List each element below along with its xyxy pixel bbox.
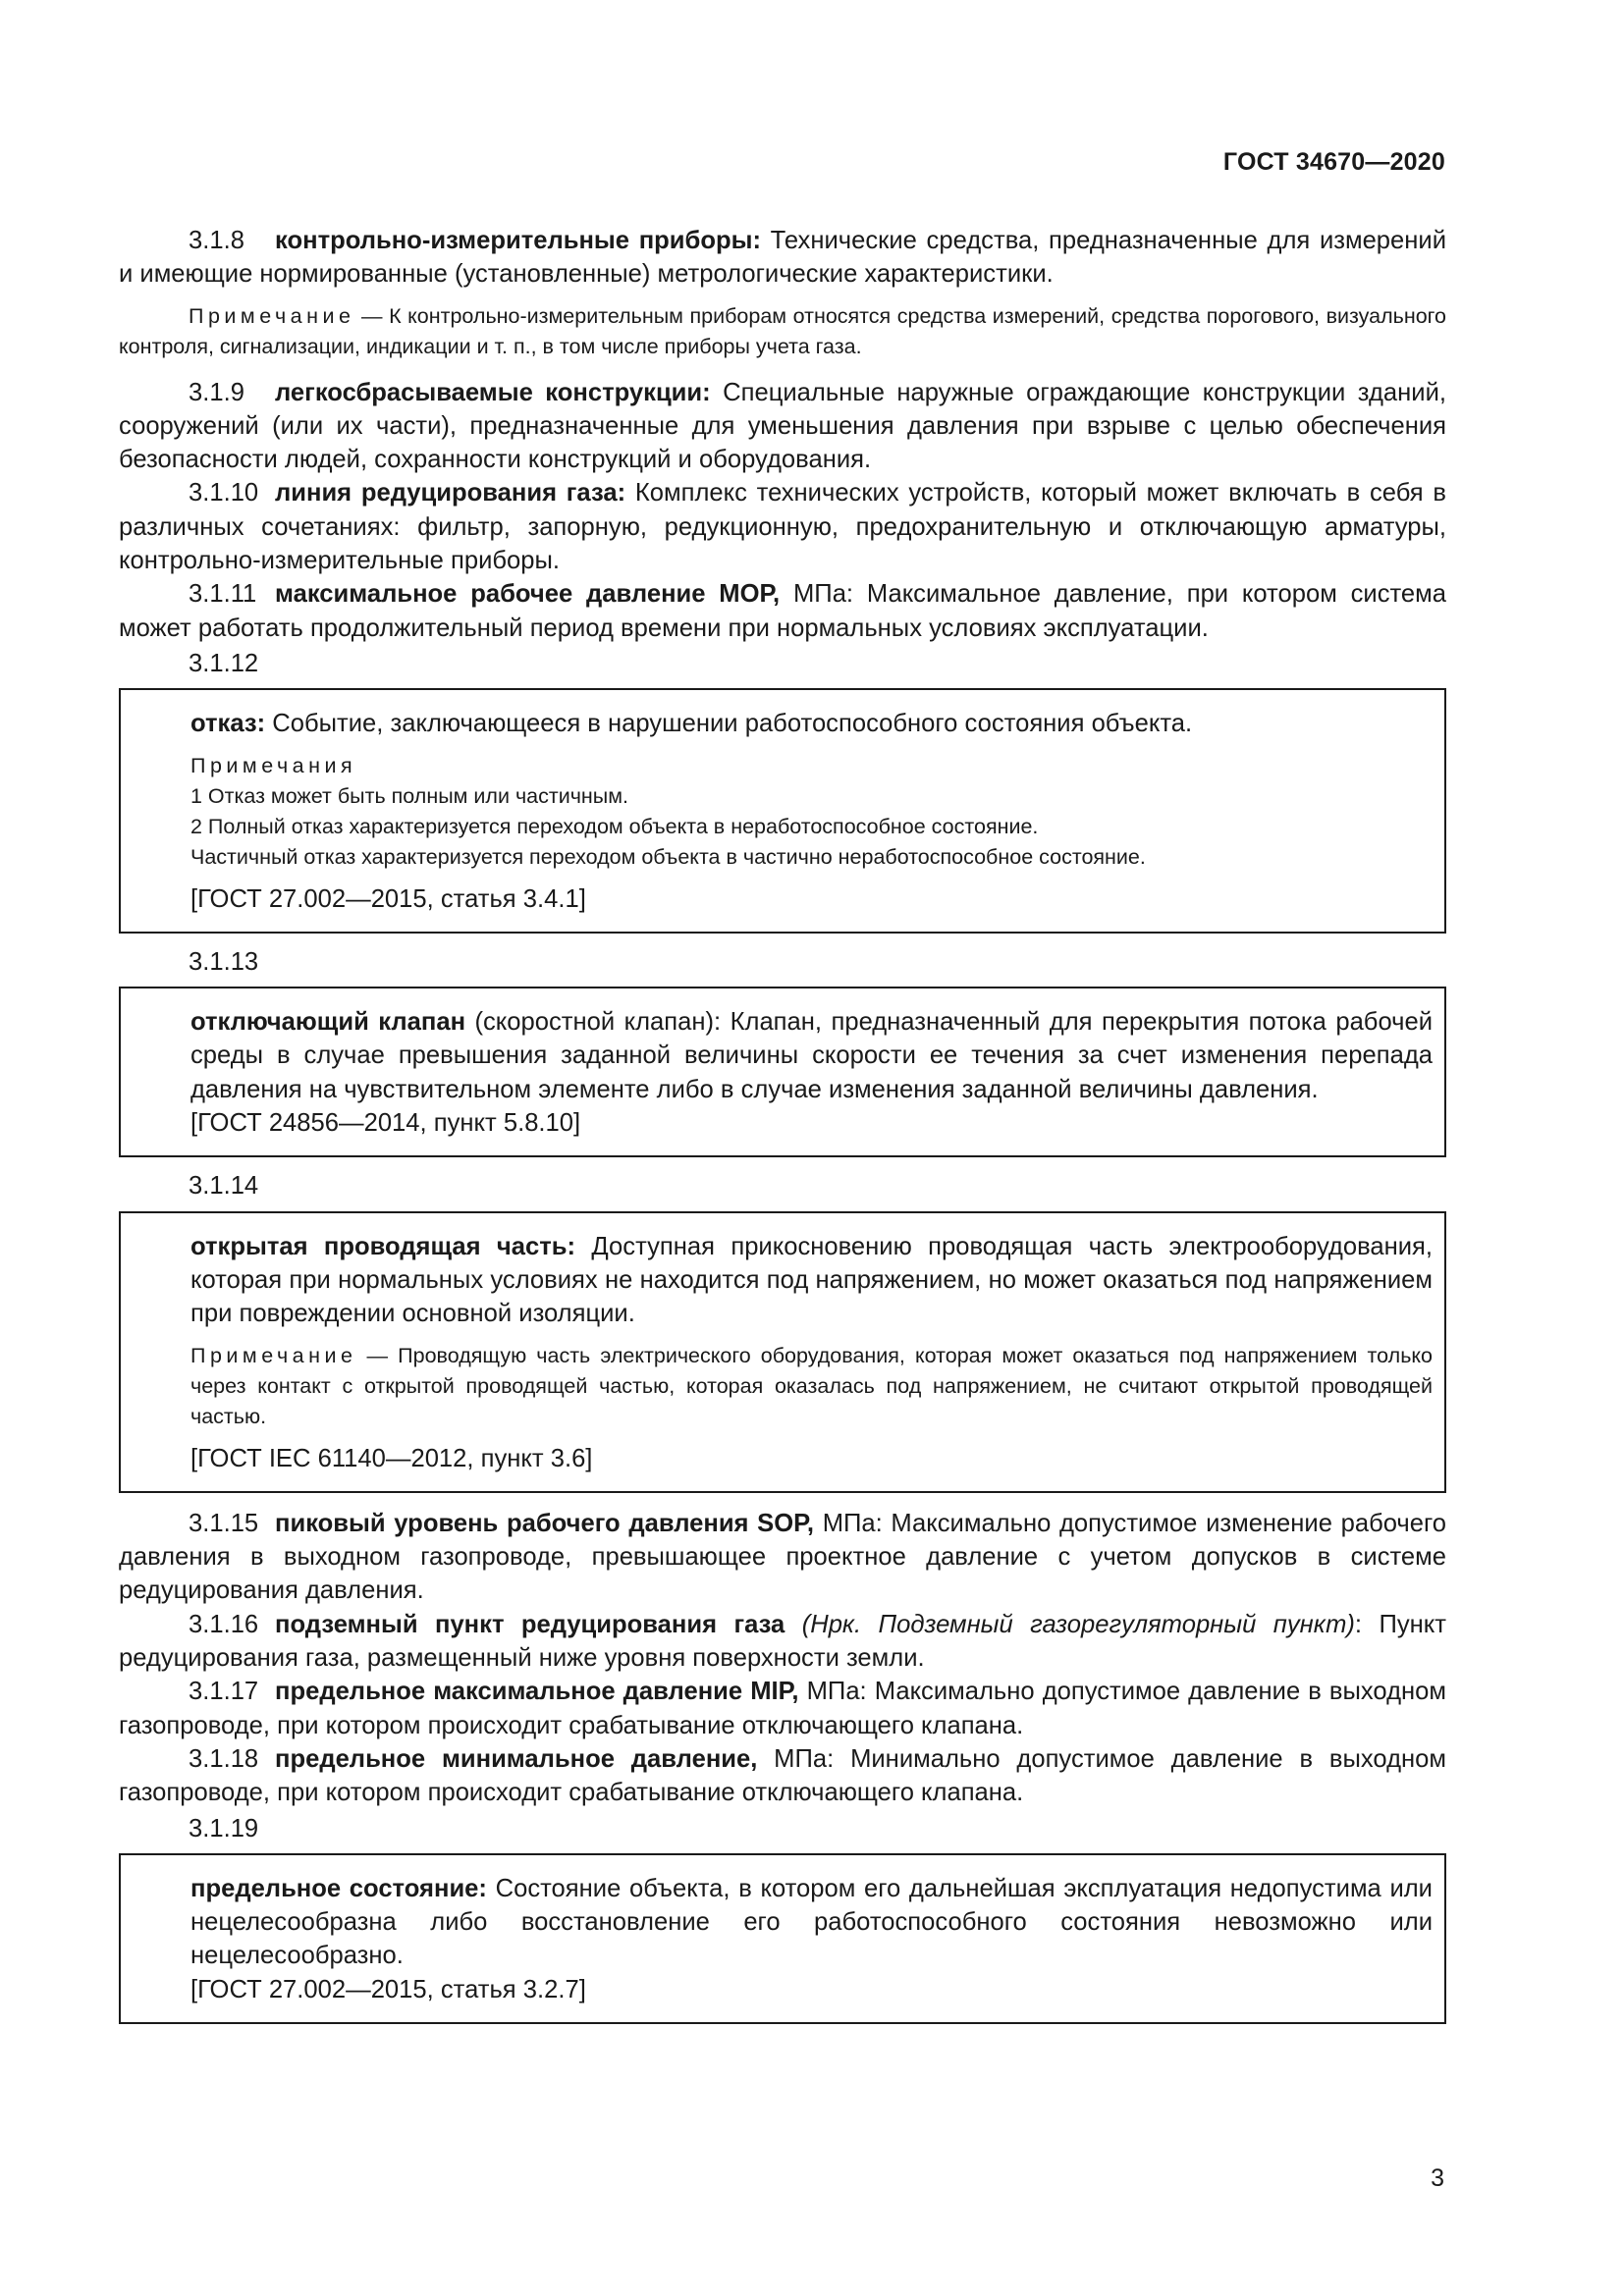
term: предельное минимальное давление, <box>275 1744 758 1773</box>
clause-3-1-17 <box>119 1675 1446 1742</box>
clause-number: 3.1.9 <box>189 378 244 406</box>
term: отключающий клапан <box>190 1008 466 1037</box>
clause-3-1-15 <box>119 1507 1446 1608</box>
source-reference: [ГОСТ 27.002—2015, статья 3.2.7] <box>190 1975 586 2003</box>
term: максимальное рабочее давление МОР, <box>275 580 781 609</box>
term: предельное состояние: <box>190 1874 487 1902</box>
note-label: Примечание <box>190 1343 357 1367</box>
clause-number: 3.1.10 <box>189 479 259 507</box>
term: предельное максимальное давление MIP, <box>275 1678 799 1706</box>
definition: МПа: Максимально допустимое давление в выходном газопроводе, при котором происходит срабатывание отключающего клапана. <box>119 1678 1446 1739</box>
clause-number: 3.1.11 <box>189 580 257 609</box>
definition: Событие, заключающееся в нарушении работоспособного состояния объекта. <box>265 710 1193 738</box>
clause-number: 3.1.18 <box>189 1744 259 1773</box>
definition-3-1-14 <box>190 1230 1433 1331</box>
clause-number: 3.1.16 <box>189 1610 259 1638</box>
clause-number-3-1-19: 3.1.19 <box>189 1814 259 1842</box>
source-reference: [ГОСТ 27.002—2015, статья 3.4.1] <box>190 884 586 913</box>
definition: МПа: Максимальное давление, при котором система может работать продолжительный период времени при нормальных условиях эксплуатации. <box>119 580 1446 642</box>
clause-3-1-11 <box>119 577 1446 645</box>
source-reference: [ГОСТ 24856—2014, пункт 5.8.10] <box>190 1109 581 1138</box>
clause-number-3-1-13: 3.1.13 <box>189 947 259 976</box>
definition: Состояние объекта, в котором его дальнейшая эксплуатация недопустима или нецелесообразна либо восстановление его работоспособного состояния невозможно или нецелесообразно. <box>190 1874 1433 1970</box>
clause-3-1-9 <box>119 376 1446 477</box>
note-3-1-14 <box>190 1341 1433 1432</box>
page-number: 3 <box>1431 2164 1444 2192</box>
definition: (скоростной клапан): Клапан, предназначенный для перекрытия потока рабочей среды в случае превышения заданной величины скорости ее течения за счет изменения перепада давления на чувствительном элементе либо в случае изменения заданной величины давления. <box>190 1008 1433 1103</box>
note-label: Примечание <box>189 303 355 328</box>
term-alternative: (Нрк. Подземный газорегуляторный пункт) <box>785 1610 1355 1638</box>
term: пиковый уровень рабочего давления SOP, <box>275 1509 815 1537</box>
note-1: 1 Отказ может быть полным или частичным. <box>190 783 628 808</box>
boxed-definition-3-1-12 <box>119 688 1446 934</box>
clause-3-1-18 <box>119 1742 1446 1810</box>
definition: : Пункт редуцирования газа, размещенный ниже уровня поверхности земли. <box>119 1610 1446 1673</box>
note-3: Частичный отказ характеризуется переходом объекта в частично неработоспособное состояние. <box>190 844 1146 869</box>
term: отказ: <box>190 710 266 738</box>
definition: Доступная прикосновению проводящая часть электрооборудования, которая при нормальных условиях не находится под напряжением, но может оказаться под напряжением при повреждении основной изоляции. <box>190 1232 1434 1328</box>
clause-3-1-10 <box>119 476 1446 577</box>
definition-3-1-19 <box>190 1872 1433 1973</box>
note-3-1-8 <box>119 301 1446 362</box>
definition: Технические средства, предназначенные для измерений и имеющие нормированные (установленные) метрологические характеристики. <box>119 227 1446 289</box>
clause-number-3-1-14: 3.1.14 <box>189 1172 259 1201</box>
clause-number: 3.1.8 <box>189 227 244 254</box>
term: открытая проводящая часть: <box>190 1232 576 1260</box>
definition: Специальные наружные ограждающие конструкции зданий, сооружений (или их части), предназначенные для уменьшения давления при взрыве с целью обеспечения безопасности людей, сохранности конструкций и оборудования. <box>119 378 1446 474</box>
term: контрольно-измерительные приборы: <box>275 227 761 254</box>
note-text: — Проводящую часть электрического оборудования, которая может оказаться под напряжением только через контакт с открытой проводящей частью, которая оказалась под напряжением, не считают открытой проводящей частью. <box>190 1343 1433 1428</box>
definition: МПа: Максимально допустимое изменение рабочего давления в выходном газопроводе, превышающее проектное давление с учетом допусков в системе редуцирования давления. <box>119 1509 1446 1605</box>
note-text: — К контрольно-измерительным приборам относятся средства измерений, средства порогового, визуального контроля, сигнализации, индикации и т. п., в том числе приборы учета газа. <box>119 303 1446 358</box>
notes-label: Примечания <box>190 753 357 777</box>
document-header: ГОСТ 34670—2020 <box>1222 148 1445 176</box>
definition-3-1-12 <box>190 707 1433 740</box>
term: линия редуцирования газа: <box>275 479 626 507</box>
page-content <box>119 224 1446 2024</box>
term: легкосбрасываемые конструкции: <box>275 378 711 406</box>
clause-number: 3.1.15 <box>189 1509 259 1537</box>
definition: МПа: Минимально допустимое давление в выходном газопроводе, при котором происходит срабатывание отключающего клапана. <box>119 1744 1446 1807</box>
boxed-definition-3-1-13 <box>119 987 1446 1157</box>
definition-3-1-13 <box>190 1005 1433 1106</box>
boxed-definition-3-1-14 <box>119 1211 1446 1493</box>
clause-number: 3.1.17 <box>189 1678 259 1706</box>
note-2: 2 Полный отказ характеризуется переходом объекта в неработоспособное состояние. <box>190 814 1039 838</box>
clause-number-3-1-12: 3.1.12 <box>189 649 259 677</box>
source-reference: [ГОСТ IEC 61140—2012, пункт 3.6] <box>190 1444 593 1472</box>
definition: Комплекс технических устройств, который может включать в себя в различных сочетаниях: фильтр, запорную, редукционную, предохранительную и отключающую арматуры, контрольно-измерительные приборы. <box>119 479 1446 575</box>
term: подземный пункт редуцирования газа <box>275 1610 785 1638</box>
clause-3-1-8 <box>119 224 1446 292</box>
clause-3-1-16 <box>119 1608 1446 1676</box>
boxed-definition-3-1-19 <box>119 1853 1446 2024</box>
